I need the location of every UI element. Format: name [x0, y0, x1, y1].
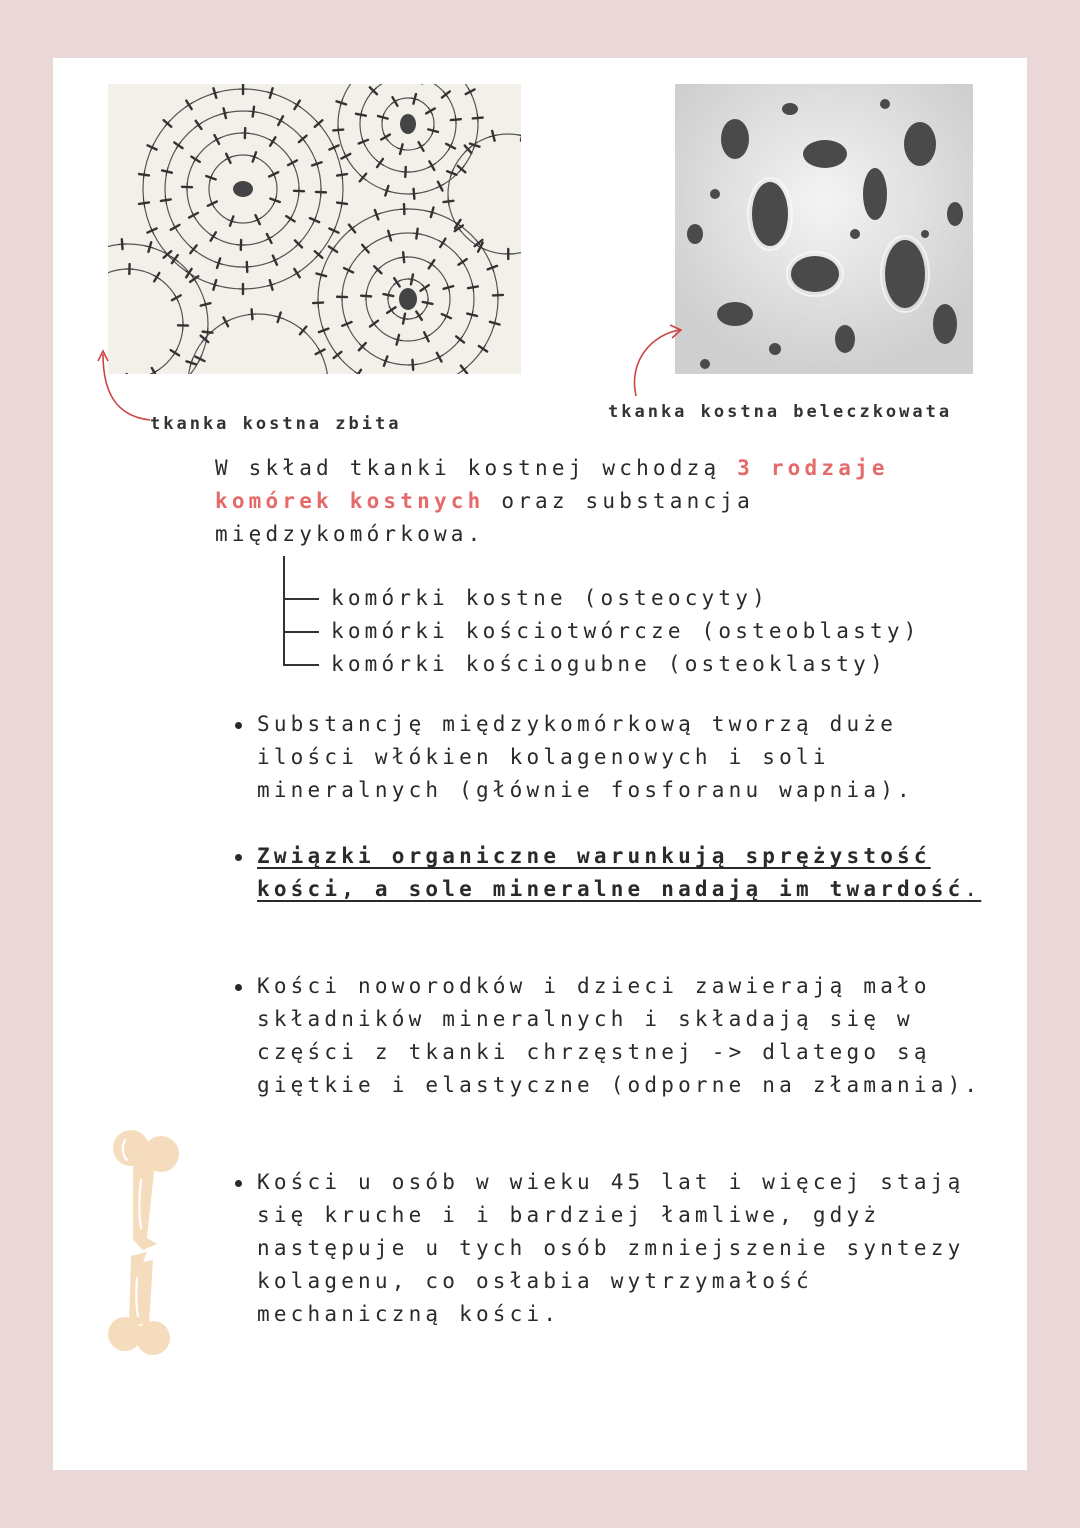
spongy-bone-image: [675, 84, 973, 374]
bullet-item: [257, 970, 987, 1102]
note-page: [53, 58, 1027, 1470]
bullet-item: [257, 708, 987, 807]
bullet-dot-icon: [235, 1180, 242, 1187]
cell-type-label: komórki kościogubne (osteoklasty): [331, 652, 887, 676]
bullet-item-emphasis: [257, 840, 987, 906]
bullet-text: Substancję międzykomórkową tworzą duże ilości włókien kolagenowych i soli mineralnych (głównie fosforanu wapnia).: [257, 712, 914, 802]
arrow-spongy-icon: [628, 320, 688, 400]
bullet-text: Kości u osób w wieku 45 lat i więcej stają się kruche i i bardziej łamliwe, gdyż następuje u tych osób zmniejszenie syntezy kolagenu, co osłabia wytrzymałość mechaniczną kości.: [257, 1170, 965, 1326]
bullet-trailing-period: .: [964, 877, 982, 901]
tree-trunk: [283, 556, 285, 666]
intro-highlight: 3 rodzaje komórek kostnych: [215, 456, 889, 513]
cell-type-label: komórki kostne (osteocyty): [331, 586, 769, 610]
bullet-text: Związki organiczne warunkują sprężystość kości, a sole mineralne nadają im twardość: [257, 844, 965, 901]
arrow-compact-icon: [95, 346, 155, 426]
bullet-text: Kości noworodków i dzieci zawierają mało składników mineralnych i składają się w części z tkanki chrzęstnej -> dlatego są giętkie i elastyczne (odporne na złamania).: [257, 974, 982, 1097]
bullet-dot-icon: [235, 984, 242, 991]
spongy-bone-caption: tkanka kostna beleczkowata: [608, 402, 953, 422]
intro-text-end: oraz substancja międzykomórkowa.: [215, 489, 754, 546]
bullet-dot-icon: [235, 722, 242, 729]
cell-type-label: komórki kościotwórcze (osteoblasty): [331, 619, 921, 643]
bullet-item: [257, 1166, 987, 1331]
intro-text-start: W skład tkanki kostnej wchodzą: [215, 456, 738, 480]
broken-bone-icon: [103, 1128, 193, 1368]
intro-paragraph: [215, 452, 915, 551]
compact-bone-image: [108, 84, 521, 374]
bullet-dot-icon: [235, 854, 242, 861]
compact-bone-caption: tkanka kostna zbita: [150, 414, 402, 434]
